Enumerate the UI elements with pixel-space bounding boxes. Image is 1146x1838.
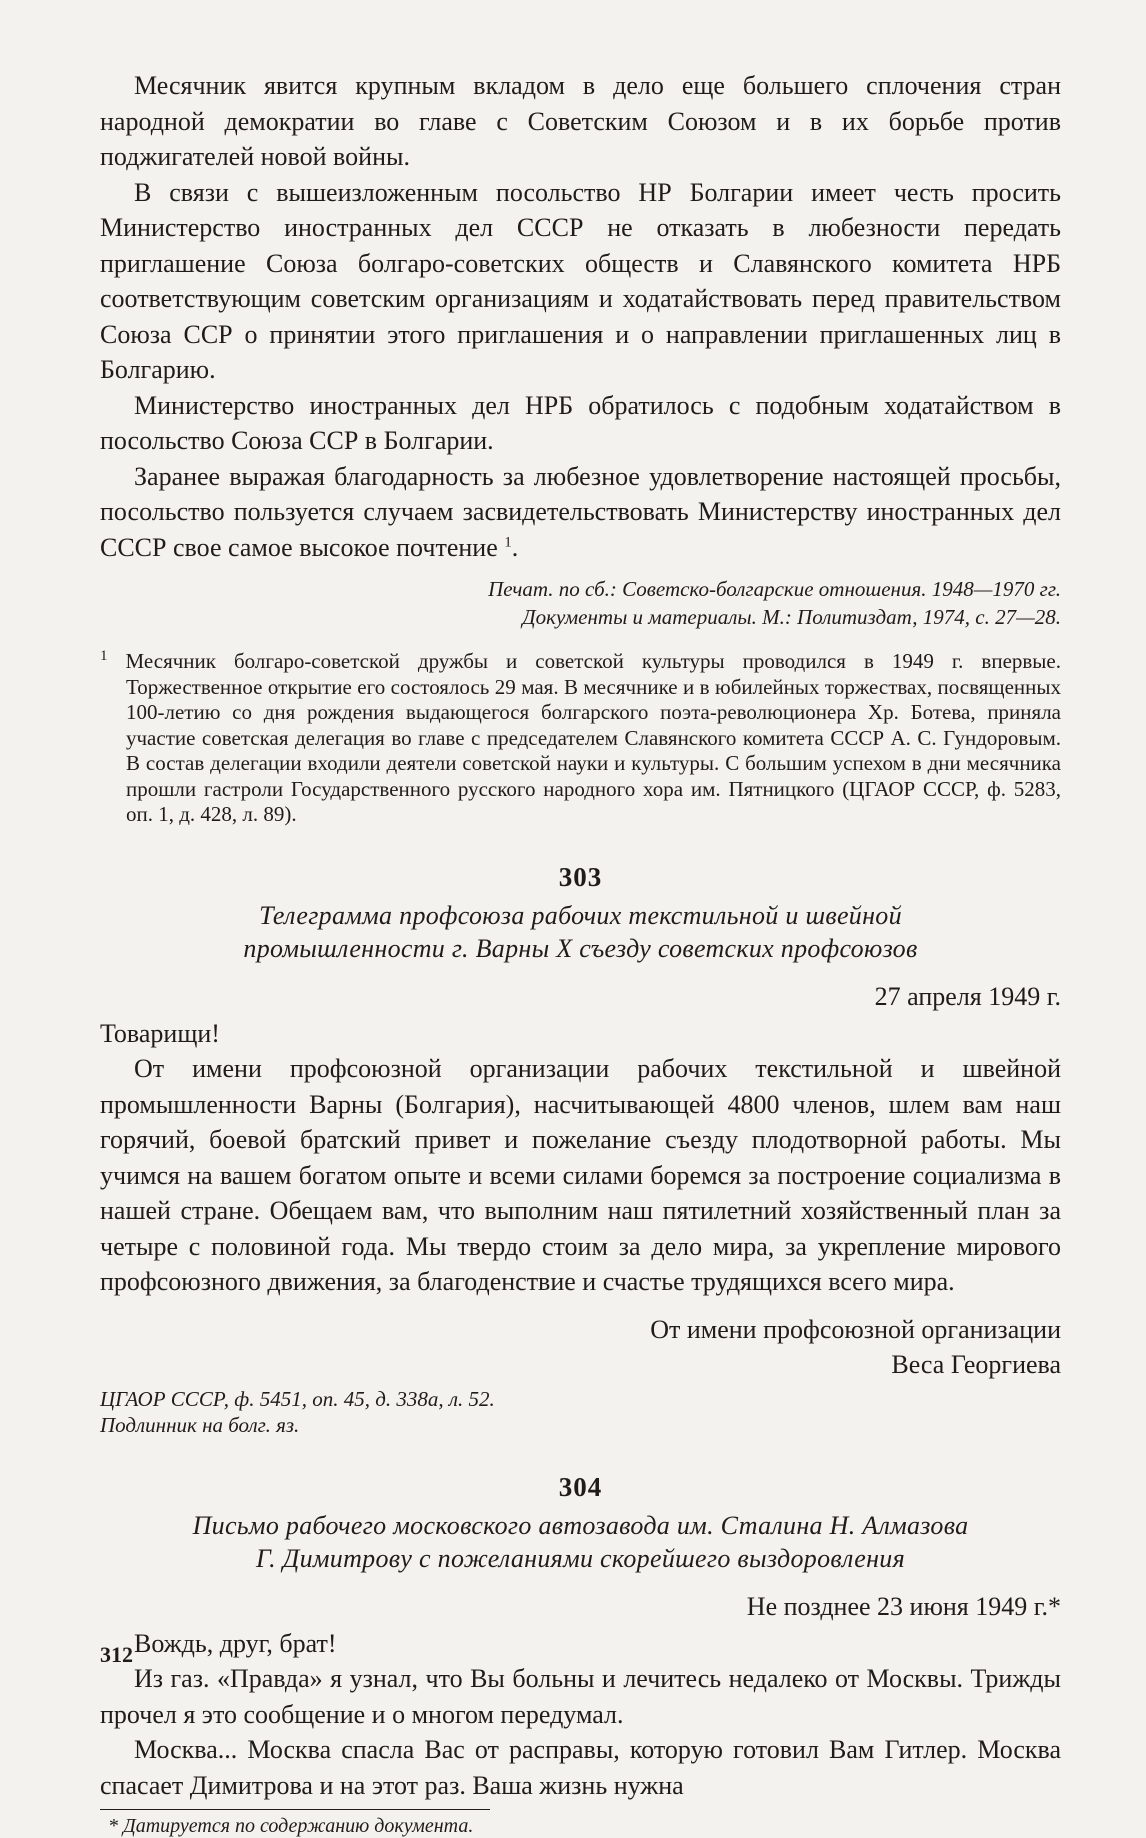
footnote-ref: 1	[504, 533, 512, 550]
document-date-303: 27 апреля 1949 г.	[874, 981, 1061, 1011]
document-date-304: Не позднее 23 июня 1949 г.*	[746, 1591, 1061, 1621]
document-number-304: 304	[558, 1471, 603, 1502]
footnote-text: Месячник болгаро-советской дружбы и советской культуры проводился в 1949 г. впервые. Торжественное открытие его состоялось 29 мая. В месячнике и в юбилейных торжествах, посвященных 100-летию со дня рождения выдающегося болгарского поэта-революционера Хр. Ботева, приняла участие советская делегация во главе с председателем Славянского комитета СССР А. С. Гундоровым. В состав делегации входили деятели советской науки и культуры. С большим успехом в дни месячника прошли гастроли Государственного русского народного хора им. Пятницкого (ЦГАОР СССР, ф. 5283, оп. 1, д. 428, л. 89).	[125, 649, 1061, 826]
title-line-1: Письмо рабочего московского автозавода им. Сталина Н. Алмазова	[192, 1510, 969, 1540]
signature-line-2: Веса Георгиева	[891, 1349, 1061, 1379]
telegram-body: От имени профсоюзной организации рабочих текстильной и швейной промышленности Варны (Болгария), насчитывающей 4800 членов, шлем вам наш горячий, боевой братский привет и пожелание съезду плодотворной работы. Мы учимся на вашем богатом опыте и всеми силами боремся за построение социализма в нашей стране. Обещаем вам, что выполним наш пятилетний хозяйственный план за четыре с половиной года. Мы твердо стоим за дело мира, за укрепление мирового профсоюзного движения, за благоденствие и счастье трудящихся всего мира.	[100, 1054, 1061, 1296]
signature-line-1: От имени профсоюзной организации	[650, 1314, 1061, 1344]
paragraph: В связи с вышеизложенным посольство НР Болгарии имеет честь просить Министерство иностранных дел СССР не отказать в любезности передать приглашение Союза болгаро-советских обществ и Славянского комитета НРБ соответствующим советским организациям и ходатайствовать перед правительством Союза ССР о принятии этого приглашения и о направлении приглашенных лиц в Болгарию.	[100, 177, 1061, 384]
page-number: 312	[100, 1642, 133, 1667]
paragraph: Москва... Москва спасла Вас от расправы, которую готовил Вам Гитлер. Москва спасает Димитрова и на этот раз. Ваша жизнь нужна	[100, 1735, 1061, 1800]
archive-line-1: ЦГАОР СССР, ф. 5451, оп. 45, д. 338а, л. 52.	[100, 1386, 495, 1411]
salutation: Вождь, друг, брат!	[134, 1628, 337, 1658]
salutation: Товарищи!	[100, 1018, 220, 1048]
paragraph: Министерство иностранных дел НРБ обратилось с подобным ходатайством в посольство Союза ССР в Болгарии.	[100, 390, 1061, 455]
source-line-1: Печат. по сб.: Советско-болгарские отношения. 1948—1970 гг.	[488, 577, 1061, 601]
dating-footnote: * Датируется по содержанию документа.	[108, 1815, 474, 1837]
paragraph: Из газ. «Правда» я узнал, что Вы больны и лечитесь недалеко от Москвы. Трижды прочел я это сообщение и о многом передумал.	[100, 1664, 1061, 1729]
source-line-2: Документы и материалы. М.: Политиздат, 1974, с. 27—28.	[522, 605, 1061, 629]
document-number-303: 303	[558, 861, 603, 892]
document-title-303	[100, 899, 1061, 965]
document-title-304	[100, 1509, 1061, 1575]
footnote-divider	[100, 1809, 490, 1810]
source-citation	[100, 575, 1061, 631]
paragraph: Месячник явится крупным вкладом в дело еще большего сплочения стран народной демократии во главе с Советским Союзом и в их борьбе против поджигателей новой войны.	[100, 71, 1061, 171]
signature-block	[100, 1312, 1061, 1382]
title-line-1: Телеграмма профсоюза рабочих текстильной и швейной	[259, 900, 902, 930]
closing-text: Заранее выражая благодарность за любезное удовлетворение настоящей просьбы, посольство пользуется случаем засвидетельствовать Министерству иностранных дел СССР свое самое высокое почтение	[100, 461, 1061, 562]
archive-reference	[100, 1386, 1061, 1438]
closing-end: .	[511, 532, 519, 562]
footnote-marker: 1	[100, 648, 108, 664]
archive-line-2: Подлинник на болг. яз.	[100, 1412, 300, 1437]
title-line-2: Г. Димитрову с пожеланиями скорейшего выздоровления	[256, 1543, 905, 1573]
closing-paragraph	[100, 459, 1061, 566]
footnote	[100, 649, 1061, 828]
title-line-2: промышленности г. Варны X съезду советских профсоюзов	[243, 933, 918, 963]
